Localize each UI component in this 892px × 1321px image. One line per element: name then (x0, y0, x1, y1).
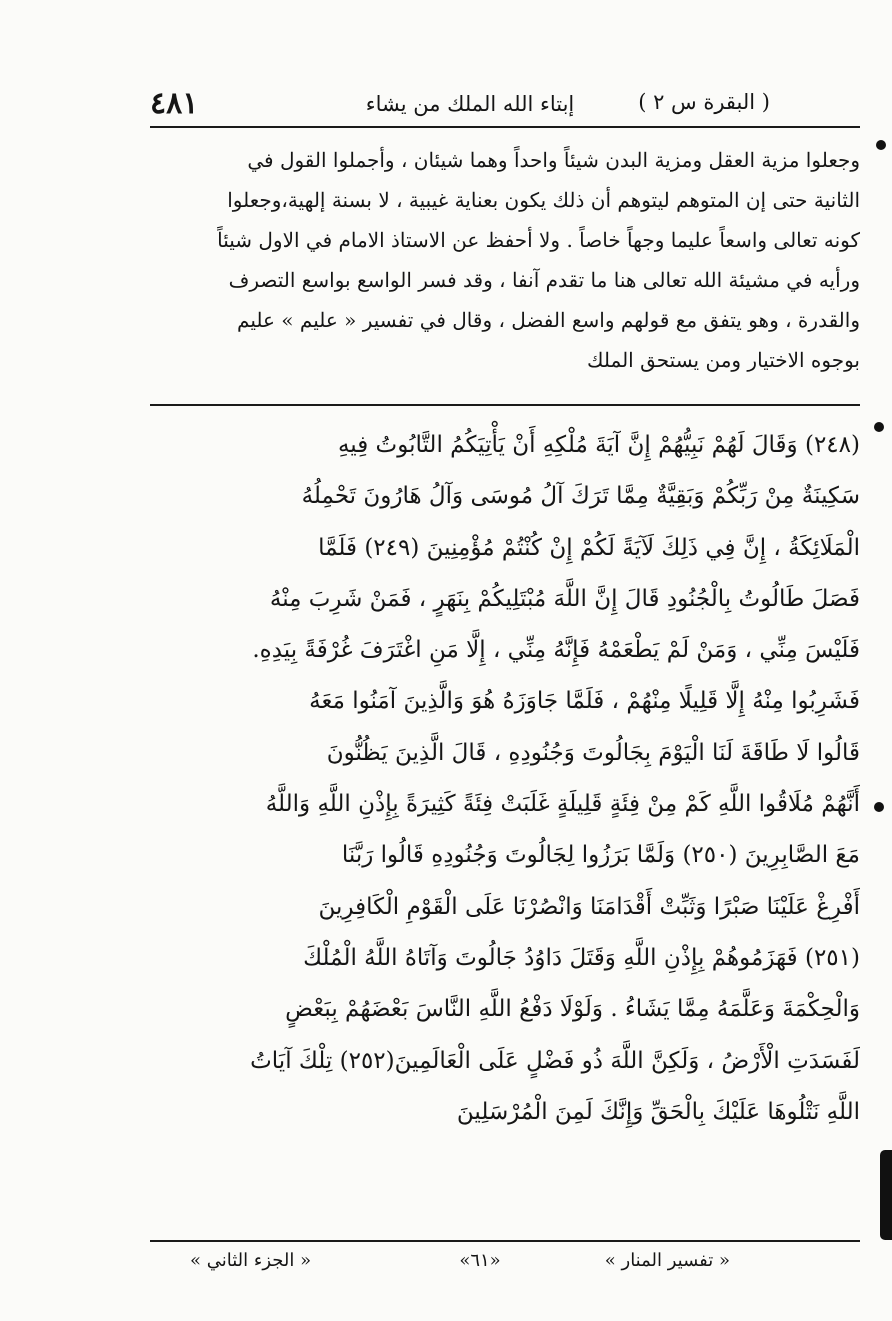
binding-edge-mark (880, 1150, 892, 1240)
page-number: ٤٨١ (150, 86, 199, 121)
running-title: إبتاء الله الملك من يشاء (365, 92, 575, 116)
section-rule (150, 404, 860, 406)
footer-rule (150, 1240, 860, 1242)
verse-line: فَشَرِبُوا مِنْهُ إِلَّا قَلِيلًا مِنْهُمْ ، فَلَمَّا جَاوَزَهُ هُوَ وَالَّذِينَ آمَنُوا مَعَهُ (309, 688, 860, 715)
quran-verses (150, 420, 860, 1138)
binding-hole-mark (874, 422, 884, 432)
surah-reference: ( البقرة س ٢ ) (638, 90, 770, 114)
volume-label: « الجزء الثاني » (190, 1250, 312, 1271)
verse-line: (٢٤٨) وَقَالَ لَهُمْ نَبِيُّهُمْ إِنَّ آيَةَ مُلْكِهِ أَنْ يَأْتِيَكُمُ التَّابُوتُ فِيهِ (337, 432, 860, 458)
commentary-line: بوجوه الاختيار ومن يستحق الملك (587, 348, 860, 372)
commentary-line: وجعلوا مزية العقل ومزية البدن شيئاً واحداً وهما شيئان ، وأجملوا القول في (247, 148, 860, 172)
book-title: « تفسير المنار » (604, 1250, 730, 1271)
verse-line: وَالْحِكْمَةَ وَعَلَّمَهُ مِمَّا يَشَاءُ . وَلَوْلَا دَفْعُ اللَّهِ النَّاسَ بَعْضَهُمْ بِبَعْضٍ (285, 996, 860, 1023)
page-footer (150, 1250, 860, 1290)
verse-line: قَالُوا لَا طَاقَةَ لَنَا الْيَوْمَ بِجَالُوتَ وَجُنُودِهِ ، قَالَ الَّذِينَ يَظُنُّونَ (326, 739, 860, 766)
commentary-line: كونه تعالى واسعاً عليما وجهاً خاصاً . ولا أحفظ عن الاستاذ الامام في الاول شيئاً (217, 228, 860, 252)
verse-line: أَنَّهُمْ مُلَاقُوا اللَّهِ كَمْ مِنْ فِئَةٍ قَلِيلَةٍ غَلَبَتْ فِئَةً كَثِيرَةً بِإِذْنِ اللَّهِ وَاللَّهُ (265, 791, 860, 818)
verse-line: الْمَلَائِكَةُ ، إِنَّ فِي ذَلِكَ لَآيَةً لَكُمْ إِنْ كُنْتُمْ مُؤْمِنِينَ (٢٤٩) فَلَمَّا (318, 534, 860, 561)
page-header (150, 80, 850, 124)
verse-line: فَصَلَ طَالُوتُ بِالْجُنُودِ قَالَ إِنَّ اللَّهَ مُبْتَلِيكُمْ بِنَهَرٍ ، فَمَنْ شَرِبَ مِنْهُ (269, 585, 860, 612)
signature-mark: «٦١» (459, 1250, 501, 1271)
verse-line: (٢٥١) فَهَزَمُوهُمْ بِإِذْنِ اللَّهِ وَقَتَلَ دَاوُدُ جَالُوتَ وَآتَاهُ اللَّهُ الْمُلْكَ (303, 944, 860, 971)
verse-line: أَفْرِغْ عَلَيْنَا صَبْرًا وَثَبِّتْ أَقْدَامَنَا وَانْصُرْنَا عَلَى الْقَوْمِ الْكَافِرِينَ (318, 893, 860, 920)
commentary-line: والقدرة ، وهو يتفق مع قولهم واسع الفضل ، وقال في تفسير « عليم » عليم (237, 308, 860, 332)
verse-line: مَعَ الصَّابِرِينَ (٢٥٠) وَلَمَّا بَرَزُوا لِجَالُوتَ وَجُنُودِهِ قَالُوا رَبَّنَا (341, 842, 860, 869)
verse-line: سَكِينَةٌ مِنْ رَبِّكُمْ وَبَقِيَّةٌ مِمَّا تَرَكَ آلُ مُوسَى وَآلُ هَارُونَ تَحْمِلُهُ (301, 483, 860, 510)
verse-line: فَلَيْسَ مِنِّي ، وَمَنْ لَمْ يَطْعَمْهُ فَإِنَّهُ مِنِّي ، إِلَّا مَنِ اغْتَرَفَ غُرْفَةً بِيَدِهِ. (252, 637, 860, 664)
commentary-line: ورأيه في مشيئة الله تعالى هنا ما تقدم آنفا ، وقد فسر الواسع بواسع التصرف (228, 268, 860, 292)
verse-line: اللَّهِ نَتْلُوهَا عَلَيْكَ بِالْحَقِّ وَإِنَّكَ لَمِنَ الْمُرْسَلِينَ (456, 1098, 860, 1125)
commentary-line: الثانية حتى إن المتوهم ليتوهم أن ذلك يكون بعناية غيبية ، لا بسنة إلهية،وجعلوا (227, 188, 860, 212)
binding-hole-mark (876, 140, 886, 150)
header-rule (150, 126, 860, 128)
verse-line: لَفَسَدَتِ الْأَرْضُ ، وَلَكِنَّ اللَّهَ ذُو فَضْلٍ عَلَى الْعَالَمِينَ(٢٥٢) تِلْكَ آيَاتُ (250, 1047, 860, 1074)
commentary-paragraph (150, 140, 860, 380)
binding-hole-mark (874, 802, 884, 812)
